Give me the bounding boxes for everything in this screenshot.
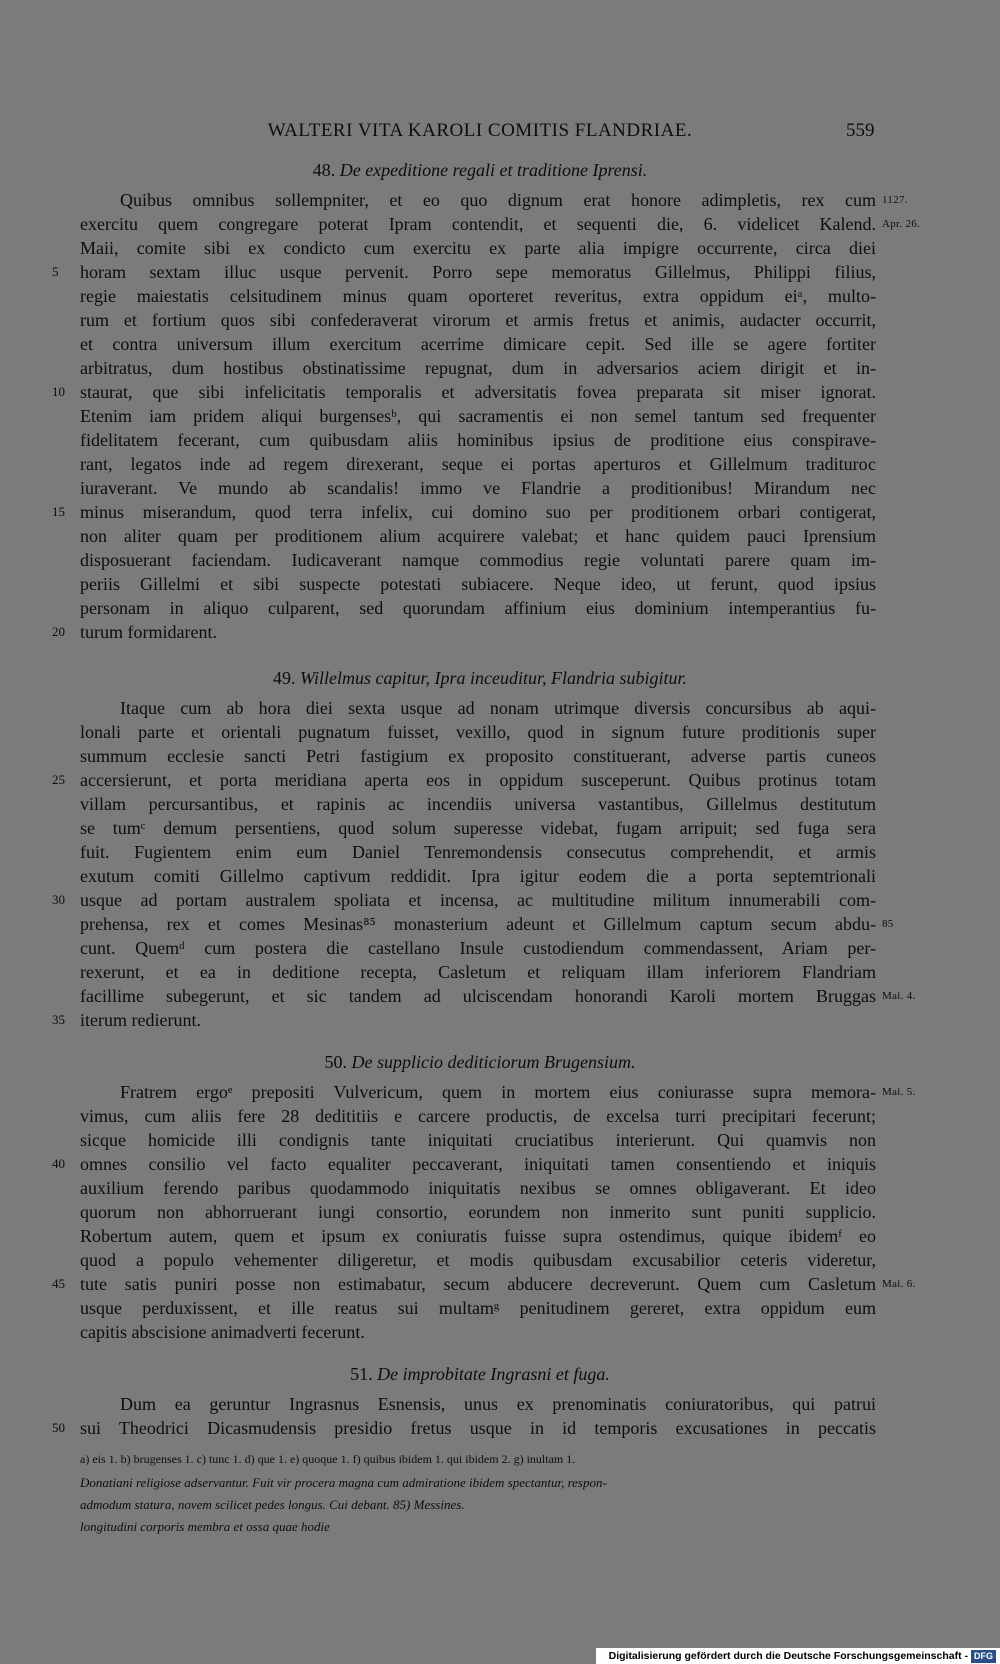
text-line: capitis abscisione animadverti fecerunt. [80, 1322, 365, 1342]
text-line: Dum ea geruntur Ingrasnus Esnensis, unus ex prenominatis coniuratoribus, qui patrui [120, 1394, 876, 1414]
page-number: 559 [846, 120, 875, 141]
section-number: 49. [272, 668, 296, 688]
text-line: sicque homicide illi condignis tante iniquitati cruciatibus interierunt. Qui quamvis non [80, 1130, 876, 1150]
text-line: rant, legatos inde ad regem direxerant, seque ei portas aperturos et Gillelmum traditurос [80, 454, 876, 474]
text-line: Fratrem ergoᵉ prepositi Vulvericum, quem in mortem eius coniurasse supra memora- [120, 1082, 876, 1102]
text-line: tute satis puniri posse non estimabatur, secum abducere decreverunt. Quem cum Casletum [80, 1274, 876, 1294]
line-number: 15 [52, 504, 65, 519]
text-line: personam in aliquo culparent, sed quorundam affinium eius dominium intemperantius fu- [80, 598, 876, 618]
line-number: 35 [52, 1012, 65, 1027]
text-line: se tumᶜ demum persentiens, quod solum superesse videbat, fugam arripuit; sed fuga sera [80, 818, 876, 838]
digitization-banner [596, 1648, 1000, 1664]
text-line: cunt. Quemᵈ cum postera die castellano Insule custodiendum commendassent, Ariam per- [80, 938, 876, 958]
text-line: villam percursantibus, et rapinis ac incendiis universa vastantibus, Gillelmus destitutum [80, 794, 876, 814]
text-line: sui Theodrici Dicasmudensis presidio fretus usque in id temporis excusationes in peccatis [80, 1418, 876, 1438]
text-line: fidelitatem fecerant, cum quibusdam aliis hominibus ipsius de proditione eius conspirave- [80, 430, 876, 450]
margin-note-date: Mai. 4. [882, 990, 916, 1002]
text-line: disposuerant faciendam. Iudicaverant namque commodius regie voluntati parere quam im- [80, 550, 876, 570]
section-title: De expeditione regali et traditione Iprensi. [339, 160, 648, 180]
margin-note-year: 1127. [882, 194, 908, 206]
section-heading-51 [80, 1364, 880, 1385]
text-line: auxilium ferendo paribus quodammodo iniquitatis nexibus se omnes obligaverant. Et ideo [80, 1178, 876, 1198]
line-number: 25 [52, 772, 65, 787]
dfg-logo: DFG [971, 1650, 996, 1663]
section-title: De supplicio dediticiorum Brugensium. [351, 1052, 636, 1072]
line-number: 30 [52, 892, 65, 907]
line-number: 45 [52, 1276, 65, 1291]
footnote-line: longitudini corporis membra et ossa quae hodie [80, 1519, 330, 1534]
margin-note-date: Mai. 6. [882, 1278, 916, 1290]
text-line: omnes consilio vel facto equaliter peccaverant, iniquitati tamen consentiendo et iniquis [80, 1154, 876, 1174]
section-heading-49 [80, 668, 880, 689]
text-line: usque ad portam australem spoliata et incensa, ac multitudine militum innumerabili com- [80, 890, 876, 910]
section-heading-50 [80, 1052, 880, 1073]
line-number: 40 [52, 1156, 65, 1171]
text-line: et contra universum illum exercitum acerrime dimicare cepit. Sed ille se agere fortiter [80, 334, 876, 354]
running-title: WALTERI VITA KAROLI COMITIS FLANDRIAE. [267, 120, 693, 141]
margin-note-date: Mai. 5. [882, 1086, 916, 1098]
text-line: turum formidarent. [80, 622, 217, 642]
text-line: usque perduxissent, et ille reatus sui multamᵍ penitudinem gereret, extra oppidum eum [80, 1298, 876, 1318]
text-line: facillime subegerunt, et sic tandem ad ulciscendam honorandi Karoli mortem Bruggas [80, 986, 876, 1006]
text-line: quod a populo vehementer diligeretur, et modis quibusdam excusabilior ceteris videretur, [80, 1250, 876, 1270]
text-line: regie maiestatis celsitudinem minus quam oporteret reveritus, extra oppidum eiᵃ, multo- [80, 286, 876, 306]
text-line: minus miserandum, quod terra infelix, cui domino suo per proditionem orbari contigerat, [80, 502, 876, 522]
text-line: horam sextam illuc usque pervenit. Porro sepe memoratus Gillelmus, Philippi filius, [80, 262, 876, 282]
text-line: Robertum autem, quem et ipsum ex coniuratis fuisse supra ostendimus, quique ibidemᶠ eo [80, 1226, 876, 1246]
text-line: Itaque cum ab hora diei sexta usque ad nonam utrimque diversis concursibus ab aqui- [120, 698, 876, 718]
section-number: 50. [324, 1052, 348, 1072]
text-line: exercitu quem congregare poterat Ipram contendit, et sequenti die, 6. videlicet Kalend. [80, 214, 876, 234]
text-line: non aliter quam per proditionem alium acquirere valebat; et hanc quidem pauci Iprensium [80, 526, 876, 546]
line-number: 5 [52, 264, 59, 279]
text-line: iterum redierunt. [80, 1010, 201, 1030]
text-line: lonali parte et orientali pugnatum fuisset, vexillo, quod in signum future proditionis super [80, 722, 876, 742]
text-line: rum et fortium quos sibi confederaverat virorum et armis fretus et animis, audacter occurrit, [80, 310, 876, 330]
section-title: De improbitate Ingrasni et fuga. [377, 1364, 610, 1384]
line-number: 50 [52, 1420, 65, 1435]
text-line: iuraverant. Ve mundo ab scandalis! immo ve Flandrie a proditionibus! Mirandum nec [80, 478, 876, 498]
text-line: fuit. Fugientem enim eum Daniel Tenremondensis consecutus comprehendit, et armis [80, 842, 876, 862]
footnote-line: Donatiani religiose adservantur. Fuit vir procera magna cum admiratione ibidem spectantur, respon- [80, 1475, 607, 1490]
text-line: prehensa, rex et comes Mesinas⁸⁵ monasterium adeunt et Gillelmum captum secum abdu- [80, 914, 876, 934]
line-number: 20 [52, 624, 65, 639]
text-line: Maii, comite sibi ex condicto cum exercitu ex parte alia impigre occurrente, circa diei [80, 238, 876, 258]
margin-note-footnote-ref: 85 [882, 918, 894, 930]
text-line: vimus, cum aliis fere 28 dedititiis e carcere productis, de excelsa turri precipitari fecerunt; [80, 1106, 876, 1126]
text-line: quorum non abhorruerant iungi consortio, eorundem non inmerito sunt puniti supplicio. [80, 1202, 876, 1222]
text-line: arbitratus, dum hostibus obstinatissime repugnat, dum in adversarios aciem dirigit et in- [80, 358, 876, 378]
banner-text: Digitalisierung gefördert durch die Deutsche Forschungsgemeinschaft - [608, 1650, 968, 1662]
text-line: summum ecclesie sancti Petri fastigium ex proposito constituerant, adverse partis cuneos [80, 746, 876, 766]
text-line: rexerunt, et ea in deditione recepta, Casletum et reliquam illam inferiorem Flandriam [80, 962, 876, 982]
section-heading-48 [80, 160, 880, 181]
text-line: Quibus omnibus sollempniter, et eo quo dignum erat honore adimpletis, rex cum [120, 190, 876, 210]
margin-note-date: Apr. 26. [882, 218, 921, 230]
text-line: periis Gillelmi et sibi suspecte potestati subiacere. Neque ideo, ut ferunt, quod ipsius [80, 574, 876, 594]
text-line: staurat, que sibi infelicitatis temporalis et adversitatis fovea preparata sit miser ignorat. [80, 382, 876, 402]
section-title: Willelmus capitur, Ipra inceuditur, Flandria subigitur. [299, 668, 687, 688]
section-number: 51. [350, 1364, 373, 1384]
section-number: 48. [312, 160, 336, 180]
footnote-variants: a) eis 1. b) brugenses 1. c) tunc 1. d) que 1. e) quoque 1. f) quibus ibidem 1. qui ibidem 2. g) inultam 1. [80, 1452, 576, 1466]
text-line: Etenim iam pridem aliqui burgensesᵇ, qui sacramentis ei non semel tantum sed frequenter [80, 406, 876, 426]
text-line: accersierunt, et porta meridiana aperta eos in oppidum susceperunt. Quibus protinus totam [80, 770, 876, 790]
footnote-line: admodum statura, novem scilicet pedes longus. Cui debant. 85) Messines. [80, 1497, 465, 1512]
text-line: exutum comiti Gillelmo captivum reddidit. Ipra igitur eodem die a porta septemtrionali [80, 866, 876, 886]
line-number: 10 [52, 384, 65, 399]
